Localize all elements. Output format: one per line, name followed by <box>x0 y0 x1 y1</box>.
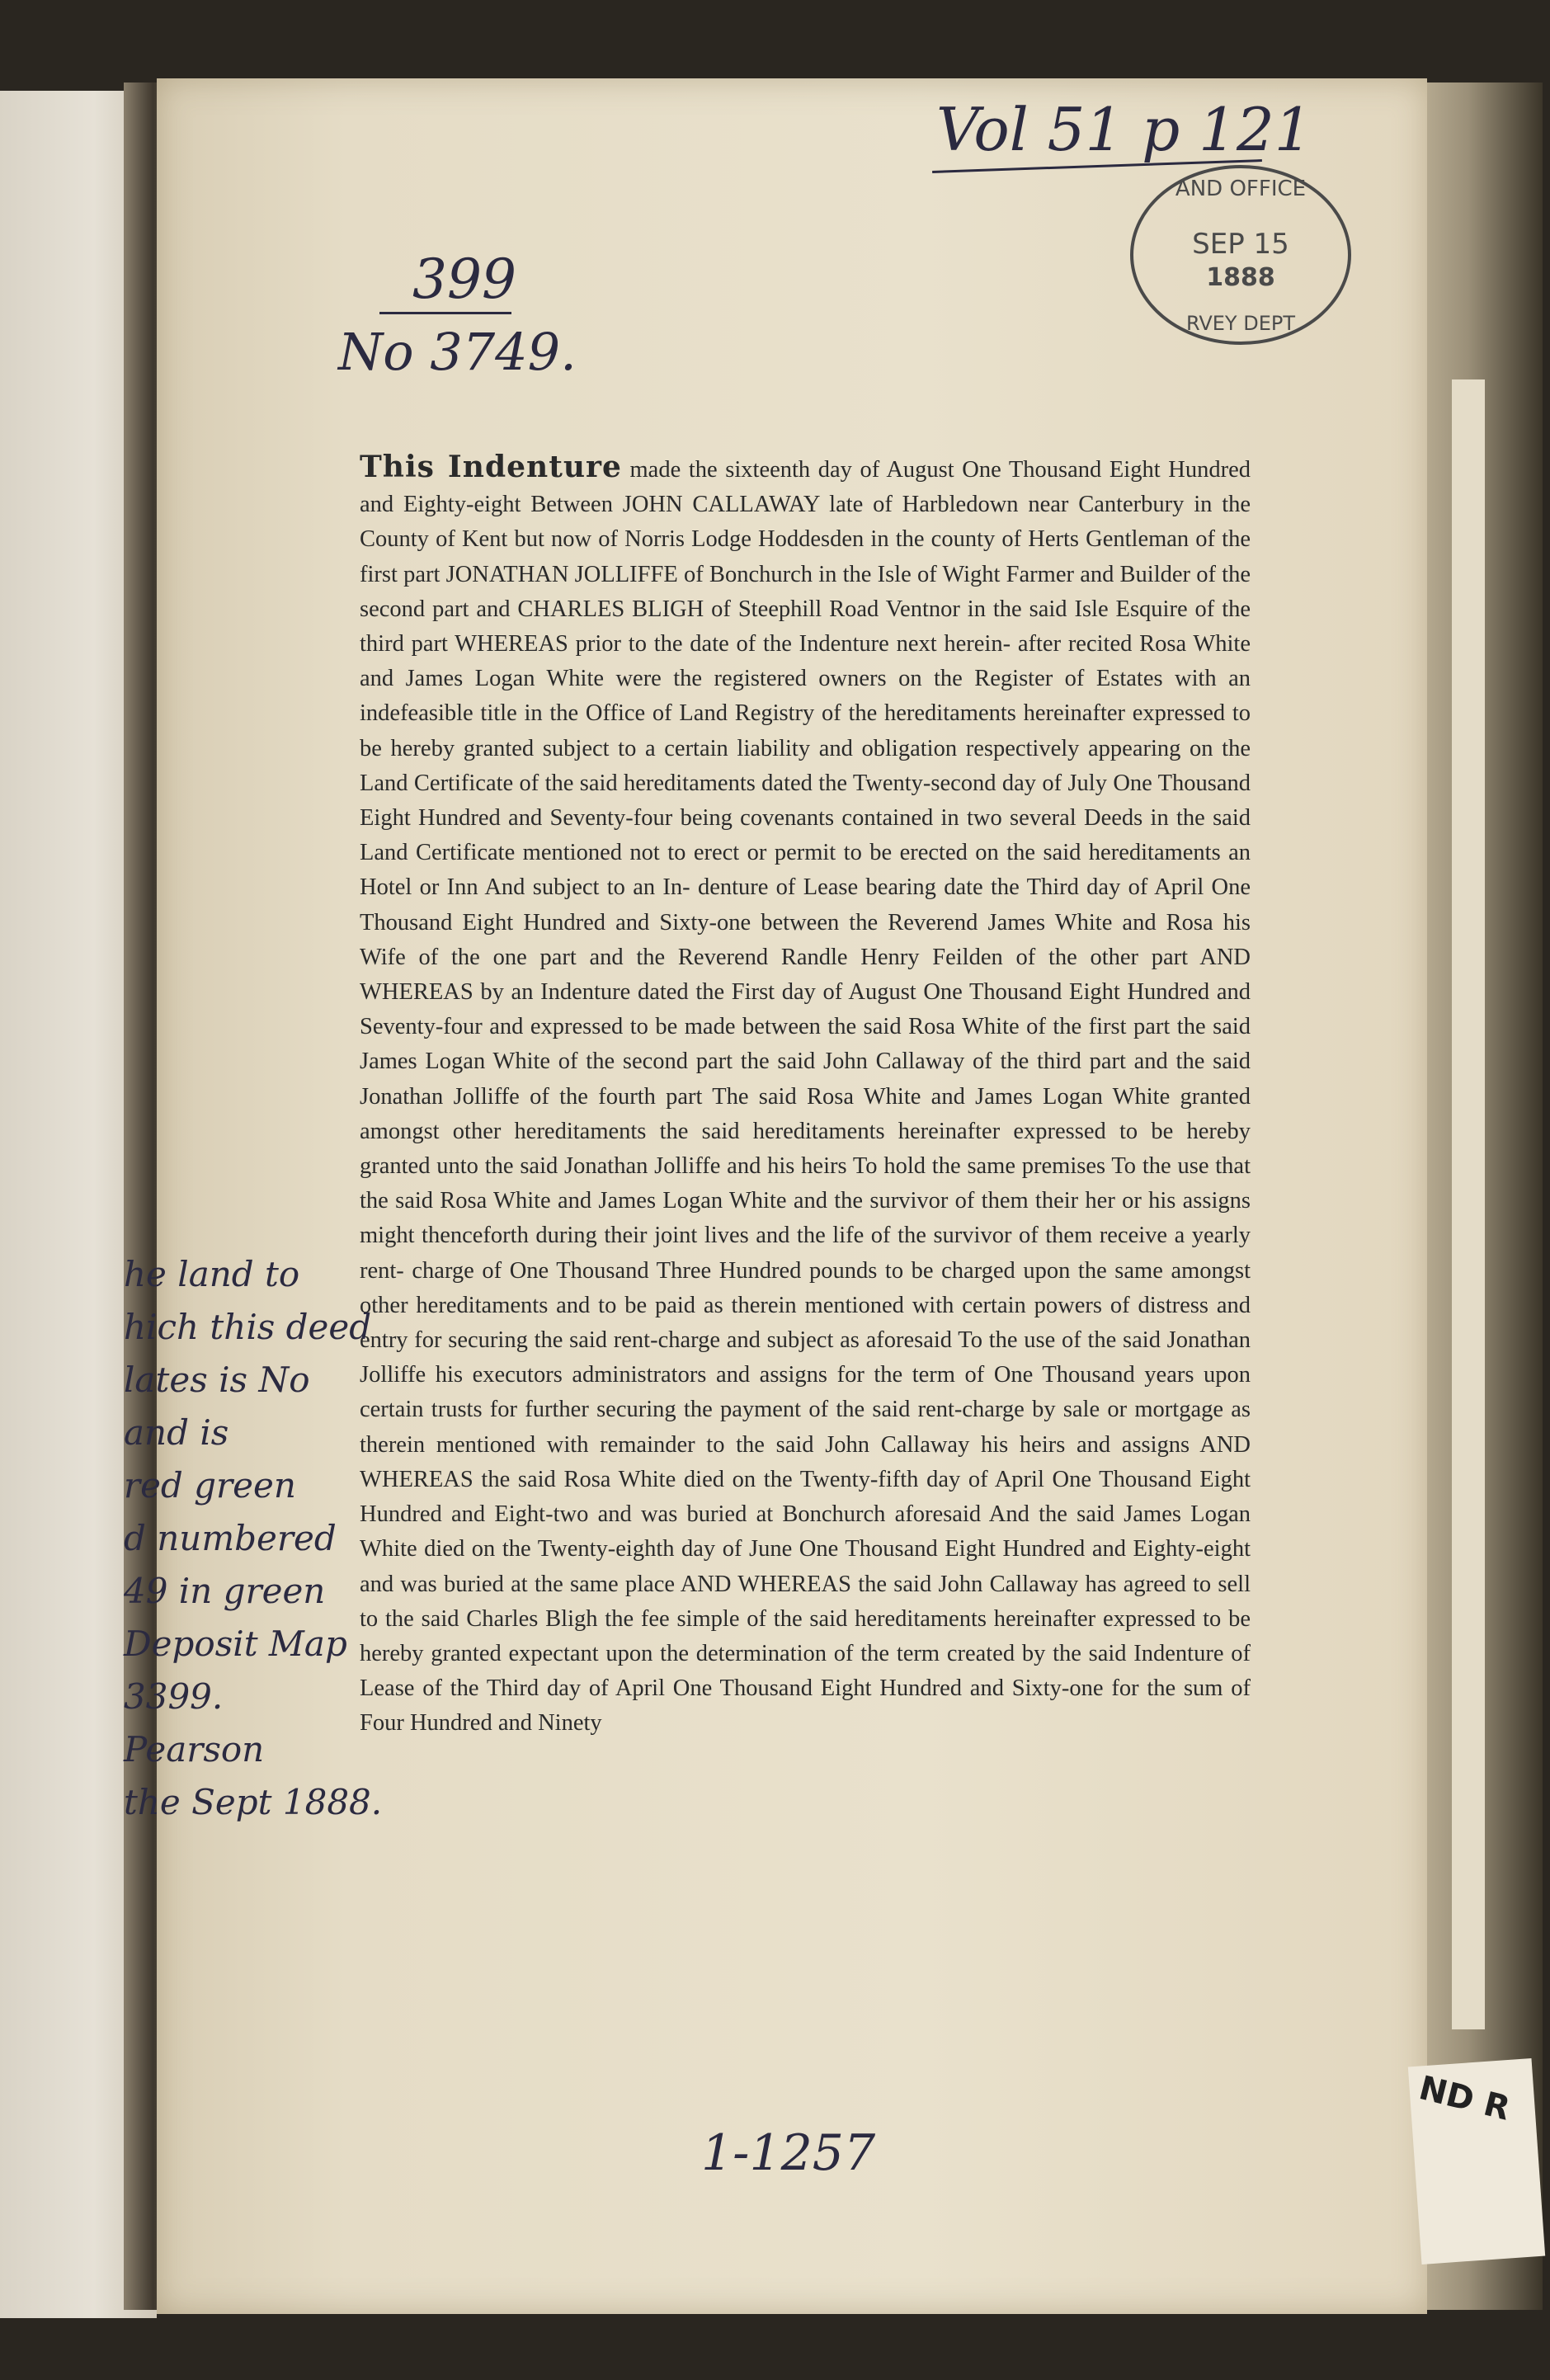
text-line: Registry of the hereditaments hereinafter expressed to be hereby granted <box>360 700 1251 761</box>
margin-notes <box>124 1254 383 1835</box>
footer-number: 1-1257 <box>701 2124 876 2182</box>
deed-number: 399 <box>412 247 516 311</box>
margin-note-line: 3399. <box>124 1676 224 1717</box>
text-line: second part the said John Callaway of the third part and the said Jonathan <box>360 1049 1251 1110</box>
text-line: June One Thousand Eight Hundred and Eighty-eight and was buried at the <box>360 1536 1251 1597</box>
text-line: and assigns for the term of One Thousand years upon certain trusts for further <box>360 1362 1251 1423</box>
text-line: same place AND WHEREAS the said John Callaway has agreed to sell to <box>360 1571 1251 1632</box>
text-line: and the survivor of them their her or his assigns might thenceforth during <box>360 1188 1251 1249</box>
text-line: securing the payment of the said rent-charge by sale or mortgage as therein <box>360 1397 1251 1458</box>
page-edge-strip <box>1452 379 1485 2029</box>
margin-note-line: the Sept 1888. <box>124 1782 383 1822</box>
right-edge-label-text: ND R <box>1415 2069 1514 2128</box>
text-line: to be erected on the said hereditaments an Hotel or Inn And subject to an In- <box>360 840 1251 901</box>
text-line: part AND WHEREAS by an Indenture dated the First day of August One <box>360 944 1251 1006</box>
indenture-text <box>360 450 1251 1741</box>
stamp-bottom: RVEY DEPT <box>1185 312 1295 335</box>
text-line: mentioned with remainder to the said John Callaway his heirs and assigns <box>436 1431 1190 1458</box>
margin-note-line: he land to <box>124 1254 300 1294</box>
margin-note-line: and is <box>124 1412 229 1453</box>
text-line: denture of Lease bearing date the Third day of April One Thousand Eight <box>360 874 1251 936</box>
text-line: powers of distress and entry for securing the said rent-charge and subject as <box>360 1292 1251 1354</box>
text-line: Thousand Eight Hundred and Seventy-four and expressed to be made between <box>360 979 1251 1040</box>
text-line: of Bonchurch in the Isle of Wight Farmer and Builder of the second part <box>360 561 1251 622</box>
text-line: Wife of the one part and the Reverend Randle Henry Feilden of the other <box>360 944 1139 970</box>
volume-reference: Vol 51 p 121 <box>936 95 1312 164</box>
stamp-date: SEP 15 <box>1192 228 1289 261</box>
text-line: two several Deeds in the said Land Certificate mentioned not to erect or permit <box>360 805 1251 866</box>
text-line: on the Register of Estates with an indefeasible title in the Office of Land <box>360 666 1251 727</box>
text-line: Certificate of the said hereditaments dated the Twenty-second day of July <box>413 770 1107 796</box>
text-line: created by the said Indenture of Lease of the Third day of April One Thousand <box>360 1640 1251 1702</box>
text-line: near Canterbury in the County of Kent but now of Norris Lodge Hoddesden <box>360 492 1251 553</box>
margin-note-line: hich this deed <box>124 1307 372 1347</box>
text-line: be hereby granted unto the said Jonathan Jolliffe and his heirs To hold the <box>360 1118 1251 1180</box>
text-line: charge of One Thousand Three Hundred pounds to be charged upon the same <box>412 1257 1163 1284</box>
text-line: expressed to be hereby granted expectant upon the determination of the term <box>360 1605 1251 1666</box>
indenture-opening: This Indenture <box>360 450 622 484</box>
text-line: One Thousand Eight Hundred and Seventy-four being covenants contained in <box>360 770 1251 832</box>
text-line: of the third part WHEREAS prior to the date of the Indenture next herein- <box>360 596 1251 657</box>
deed-number-rule <box>379 312 511 314</box>
text-line: the said Rosa White of the first part the said James Logan White of the <box>360 1014 1251 1075</box>
text-line: subject to a certain liability and obligation respectively appearing on the Land <box>360 735 1251 796</box>
text-line: One Thousand Eight Hundred and Eight-two and was buried at Bonchurch <box>360 1466 1251 1528</box>
text-line: aforesaid To the use of the said Jonathan Jolliffe his executors administrators <box>360 1327 1251 1388</box>
text-line: the said Charles Bligh the fee simple of the said hereditaments hereinafter <box>384 1605 1096 1632</box>
margin-note-line: d numbered <box>124 1518 337 1558</box>
margin-note-line: 49 in green <box>124 1571 326 1611</box>
text-line: amongst other hereditaments the said hereditaments hereinafter expressed to <box>360 1118 1138 1144</box>
office-stamp <box>1130 165 1351 345</box>
margin-note-line: Pearson <box>124 1729 265 1770</box>
right-edge-label <box>1408 2058 1545 2265</box>
text-line: their joint lives and the life of the survivor of them receive a yearly rent- <box>360 1223 1251 1284</box>
text-line: after recited Rosa White and James Logan White were the registered owners <box>360 631 1251 692</box>
text-line: Hundred and Eighty-eight Between JOHN CALLAWAY late of Harbledown <box>360 457 1251 518</box>
margin-note-line: red green <box>124 1465 296 1506</box>
text-line: in the county of Herts Gentleman of the first part JONATHAN JOLLIFFE <box>360 526 1251 587</box>
text-line: Eight Hundred and Sixty-one for the sum of Four Hundred and Ninety <box>360 1675 1251 1737</box>
margin-note-line: Deposit Map <box>124 1624 347 1664</box>
indenture-lines <box>360 457 1251 1736</box>
registration-number: No 3749. <box>338 322 577 382</box>
text-line: and CHARLES BLIGH of Steephill Road Ventnor in the said Isle Esquire <box>476 596 1188 622</box>
text-line: made the sixteenth day of August One Thousand Eight <box>629 457 1161 483</box>
text-line: same premises To the use that the said Rosa White and James Logan White <box>360 1153 1251 1214</box>
text-line: aforesaid And the said James Logan White died on the Twenty-eighth day of <box>360 1501 1251 1562</box>
text-line: amongst other hereditaments and to be paid as therein mentioned with certain <box>360 1257 1251 1318</box>
stamp-top: AND OFFICE <box>1175 177 1307 201</box>
text-line: Hundred and Sixty-one between the Reverend James White and Rosa his <box>523 909 1251 936</box>
margin-note-line: lates is No <box>124 1360 310 1400</box>
text-line: AND WHEREAS the said Rosa White died on the Twenty-fifth day of April <box>360 1431 1251 1492</box>
stamp-year: 1888 <box>1206 263 1275 292</box>
text-line: Jolliffe of the fourth part The said Rosa White and James Logan White granted <box>453 1083 1251 1110</box>
